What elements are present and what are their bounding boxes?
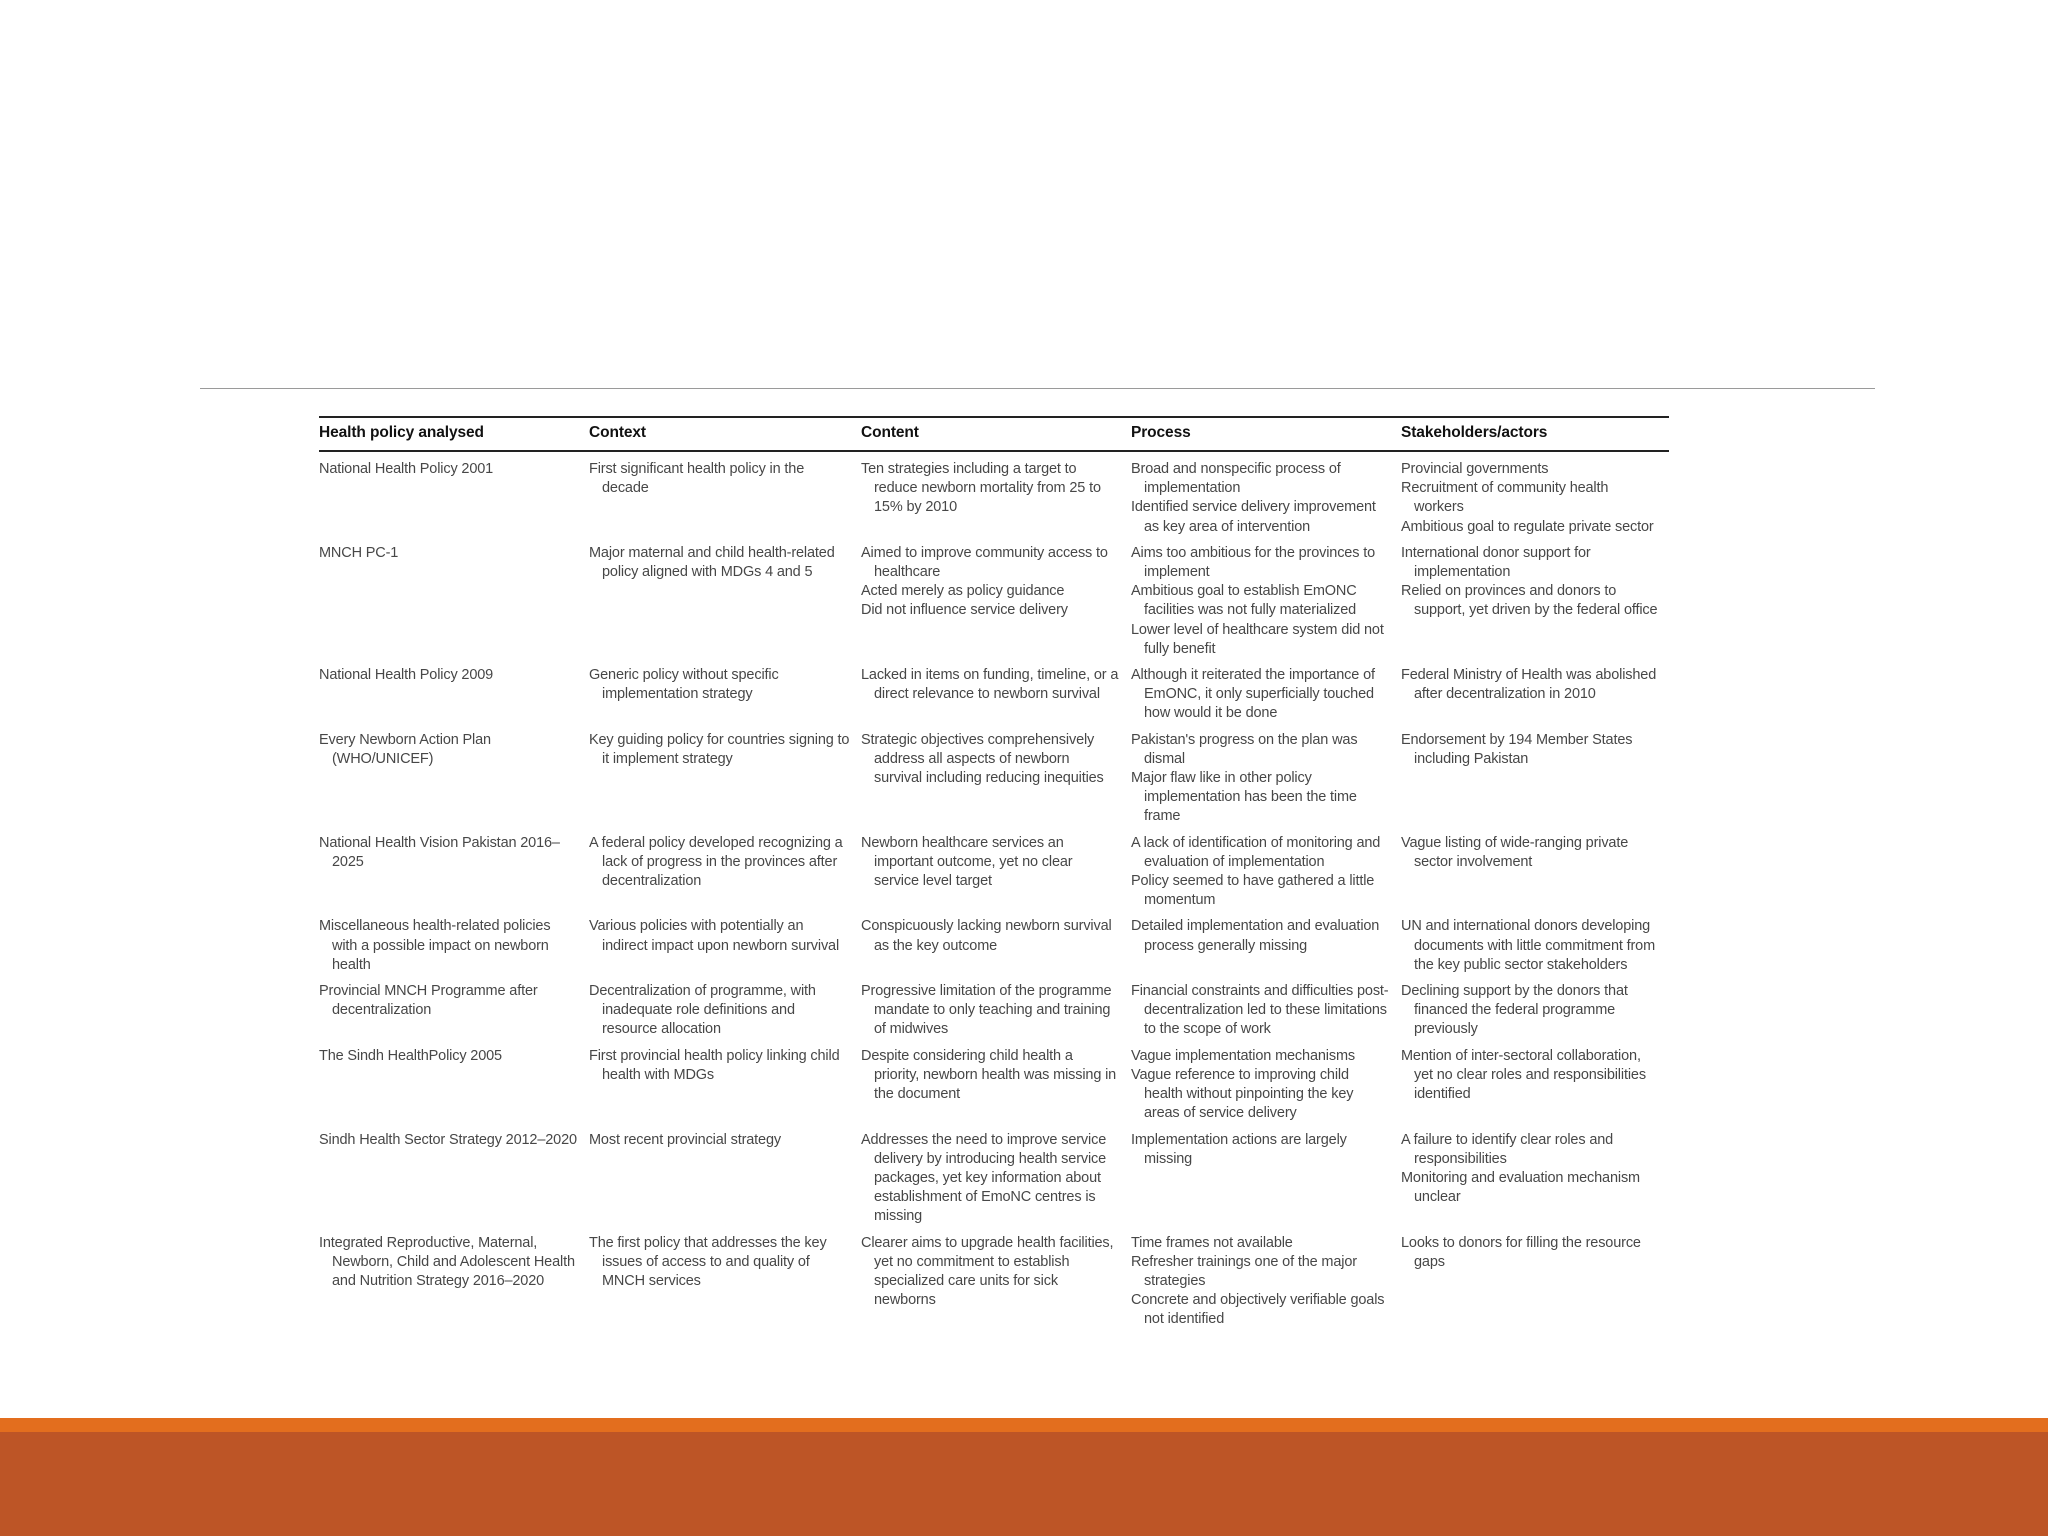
cell-text-line: Vague reference to improving child health without pinpointing the key areas of service delivery [1131,1066,1354,1122]
cell-content [861,978,1131,1043]
policy-table-container [319,416,1669,1333]
header-process: Process [1131,424,1191,441]
cell-text-line: Sindh Health Sector Strategy 2012–2020 [319,1131,577,1148]
table-row [319,1230,1669,1333]
cell-text-line: National Health Policy 2009 [319,667,494,684]
cell-text-line: Recruitment of community health workers [1401,480,1609,516]
table-row [319,662,1669,727]
cell-text-line: Policy seemed to have gathered a little momentum [1131,873,1375,909]
cell-text-line: Concrete and objectively verifiable goals not identified [1131,1292,1385,1328]
cell-text-line: Major flaw like in other policy implementation has been the time frame [1131,770,1357,825]
cell-text-line: Lacked in items on funding, timeline, or a direct relevance to newborn survival [861,667,1119,703]
cell-process [1131,830,1401,914]
cell-text-line: Detailed implementation and evaluation process generally missing [1131,918,1380,954]
cell-policy [319,1043,589,1127]
cell-policy [319,913,589,978]
table-row [319,540,1669,662]
cell-text-line: Decentralization of programme, with inadequate role definitions and resource allocation [589,983,816,1038]
cell-stakeholders [1401,451,1669,540]
table-header [319,417,1669,451]
table-body [319,451,1669,1333]
cell-text-line: Endorsement by 194 Member States including Pakistan [1401,731,1633,767]
cell-text-line: Relied on provinces and donors to support, yet driven by the federal office [1401,583,1658,619]
cell-policy [319,662,589,727]
table-row [319,727,1669,830]
cell-text-line: Most recent provincial strategy [589,1131,781,1148]
cell-stakeholders [1401,727,1669,830]
cell-process [1131,978,1401,1043]
cell-stakeholders [1401,662,1669,727]
cell-text-line: Did not influence service delivery [861,602,1068,619]
cell-text-line: Despite considering child health a priority, newborn health was missing in the document [861,1047,1117,1103]
cell-stakeholders [1401,830,1669,914]
cell-text-line: First significant health policy in the decade [589,461,805,497]
cell-stakeholders [1401,978,1669,1043]
cell-text-line: Provincial MNCH Programme after decentralization [319,983,538,1019]
cell-text-line: International donor support for implementation [1401,544,1591,581]
cell-context [589,913,861,978]
cell-text-line: Identified service delivery improvement as key area of intervention [1131,499,1376,535]
cell-text-line: Strategic objectives comprehensively address all aspects of newborn survival including reducing inequities [861,731,1104,787]
cell-text-line: Vague implementation mechanisms [1131,1047,1355,1064]
cell-text-line: Addresses the need to improve service delivery by introducing health service packages, yet key information about establishment of EmoNC centres is missing [861,1131,1107,1225]
cell-content [861,451,1131,540]
cell-text-line: Vague listing of wide-ranging private sector involvement [1401,834,1629,870]
cell-context [589,451,861,540]
cell-text-line: Time frames not available [1131,1234,1293,1251]
cell-process [1131,727,1401,830]
cell-process [1131,662,1401,727]
cell-text-line: Conspicuously lacking newborn survival as the key outcome [861,918,1112,954]
cell-policy [319,830,589,914]
cell-text-line: Monitoring and evaluation mechanism unclear [1401,1169,1640,1206]
cell-process [1131,540,1401,662]
cell-text-line: Mention of inter-sectoral collaboration, yet no clear roles and responsibilities identified [1401,1047,1646,1103]
cell-stakeholders [1401,1043,1669,1127]
cell-text-line: The first policy that addresses the key issues of access to and quality of MNCH services [589,1234,827,1289]
cell-text-line: A failure to identify clear roles and responsibilities [1401,1131,1614,1167]
cell-text-line: Miscellaneous health-related policies with a possible impact on newborn health [319,918,551,973]
cell-text-line: Key guiding policy for countries signing to it implement strategy [589,731,850,767]
cell-text-line: Clearer aims to upgrade health facilities, yet no commitment to establish specialized care units for sick newborns [861,1234,1114,1309]
cell-text-line: Generic policy without specific implementation strategy [589,667,779,703]
cell-text-line: Although it reiterated the importance of EmONC, it only superficially touched how would it be done [1131,667,1375,722]
cell-text-line: Refresher trainings one of the major strategies [1131,1253,1357,1289]
cell-text-line: Ambitious goal to regulate private sector [1401,518,1654,535]
cell-text-line: Major maternal and child health-related policy aligned with MDGs 4 and 5 [589,544,835,581]
cell-text-line: First provincial health policy linking child health with MDGs [589,1047,840,1083]
cell-policy [319,451,589,540]
cell-text-line: Lower level of healthcare system did not fully benefit [1131,621,1384,657]
cell-text-line: National Health Policy 2001 [319,461,494,477]
cell-text-line: Looks to donors for filling the resource gaps [1401,1234,1641,1270]
cell-text-line: Declining support by the donors that financed the federal programme previously [1401,983,1628,1038]
cell-text-line: The Sindh HealthPolicy 2005 [319,1047,502,1064]
cell-text-line: Ambitious goal to establish EmONC facilities was not fully materialized [1131,583,1357,619]
cell-content [861,727,1131,830]
table-row [319,1043,1669,1127]
cell-context [589,727,861,830]
table-row [319,451,1669,540]
cell-context [589,830,861,914]
table-row [319,1127,1669,1230]
cell-process [1131,1230,1401,1333]
cell-context [589,978,861,1043]
slide-divider-line [200,388,1875,389]
cell-text-line: Federal Ministry of Health was abolished after decentralization in 2010 [1401,667,1657,703]
cell-policy [319,727,589,830]
cell-text-line: Aimed to improve community access to healthcare [861,544,1108,581]
cell-policy [319,1127,589,1230]
cell-stakeholders [1401,913,1669,978]
cell-process [1131,913,1401,978]
cell-content [861,913,1131,978]
cell-content [861,662,1131,727]
cell-policy [319,978,589,1043]
cell-text-line: Provincial governments [1401,461,1549,477]
cell-text-line: Every Newborn Action Plan (WHO/UNICEF) [319,731,491,767]
cell-policy [319,540,589,662]
policy-analysis-table [319,416,1669,1333]
header-content: Content [861,424,919,441]
cell-text-line: Ten strategies including a target to reduce newborn mortality from 25 to 15% by 2010 [861,461,1101,516]
cell-stakeholders [1401,1230,1669,1333]
cell-process [1131,1127,1401,1230]
header-row [319,417,1669,451]
cell-text-line: MNCH PC-1 [319,544,399,561]
cell-context [589,1230,861,1333]
footer-band [0,1432,2048,1536]
cell-text-line: Implementation actions are largely missing [1131,1131,1347,1167]
cell-text-line: Financial constraints and difficulties post-decentralization led to these limitations to the scope of work [1131,983,1389,1038]
cell-context [589,662,861,727]
cell-process [1131,1043,1401,1127]
cell-stakeholders [1401,1127,1669,1230]
footer-accent-stripe [0,1418,2048,1432]
cell-policy [319,1230,589,1333]
cell-content [861,830,1131,914]
cell-text-line: National Health Vision Pakistan 2016–2025 [319,834,560,870]
cell-context [589,1127,861,1230]
cell-text-line: UN and international donors developing documents with little commitment from the key public sector stakeholders [1401,918,1656,973]
cell-text-line: A lack of identification of monitoring and evaluation of implementation [1131,834,1381,870]
cell-text-line: Acted merely as policy guidance [861,583,1065,600]
cell-content [861,1127,1131,1230]
cell-context [589,540,861,662]
table-row [319,913,1669,978]
cell-process [1131,451,1401,540]
cell-text-line: Integrated Reproductive, Maternal, Newborn, Child and Adolescent Health and Nutrition Strategy 2016–2020 [319,1234,575,1289]
cell-text-line: A federal policy developed recognizing a lack of progress in the provinces after decentralization [589,834,843,890]
cell-content [861,1230,1131,1333]
cell-text-line: Aims too ambitious for the provinces to implement [1131,544,1375,581]
cell-context [589,1043,861,1127]
header-context: Context [589,424,646,441]
header-stakeholders: Stakeholders/actors [1401,424,1548,441]
cell-content [861,540,1131,662]
table-row [319,978,1669,1043]
header-health-policy: Health policy analysed [319,424,484,441]
cell-stakeholders [1401,540,1669,662]
cell-text-line: Progressive limitation of the programme mandate to only teaching and training of midwives [861,983,1112,1038]
table-row [319,830,1669,914]
cell-content [861,1043,1131,1127]
cell-text-line: Broad and nonspecific process of implementation [1131,461,1341,497]
cell-text-line: Various policies with potentially an indirect impact upon newborn survival [589,918,840,954]
cell-text-line: Newborn healthcare services an important outcome, yet no clear service level target [861,834,1073,890]
cell-text-line: Pakistan's progress on the plan was dismal [1131,731,1358,767]
